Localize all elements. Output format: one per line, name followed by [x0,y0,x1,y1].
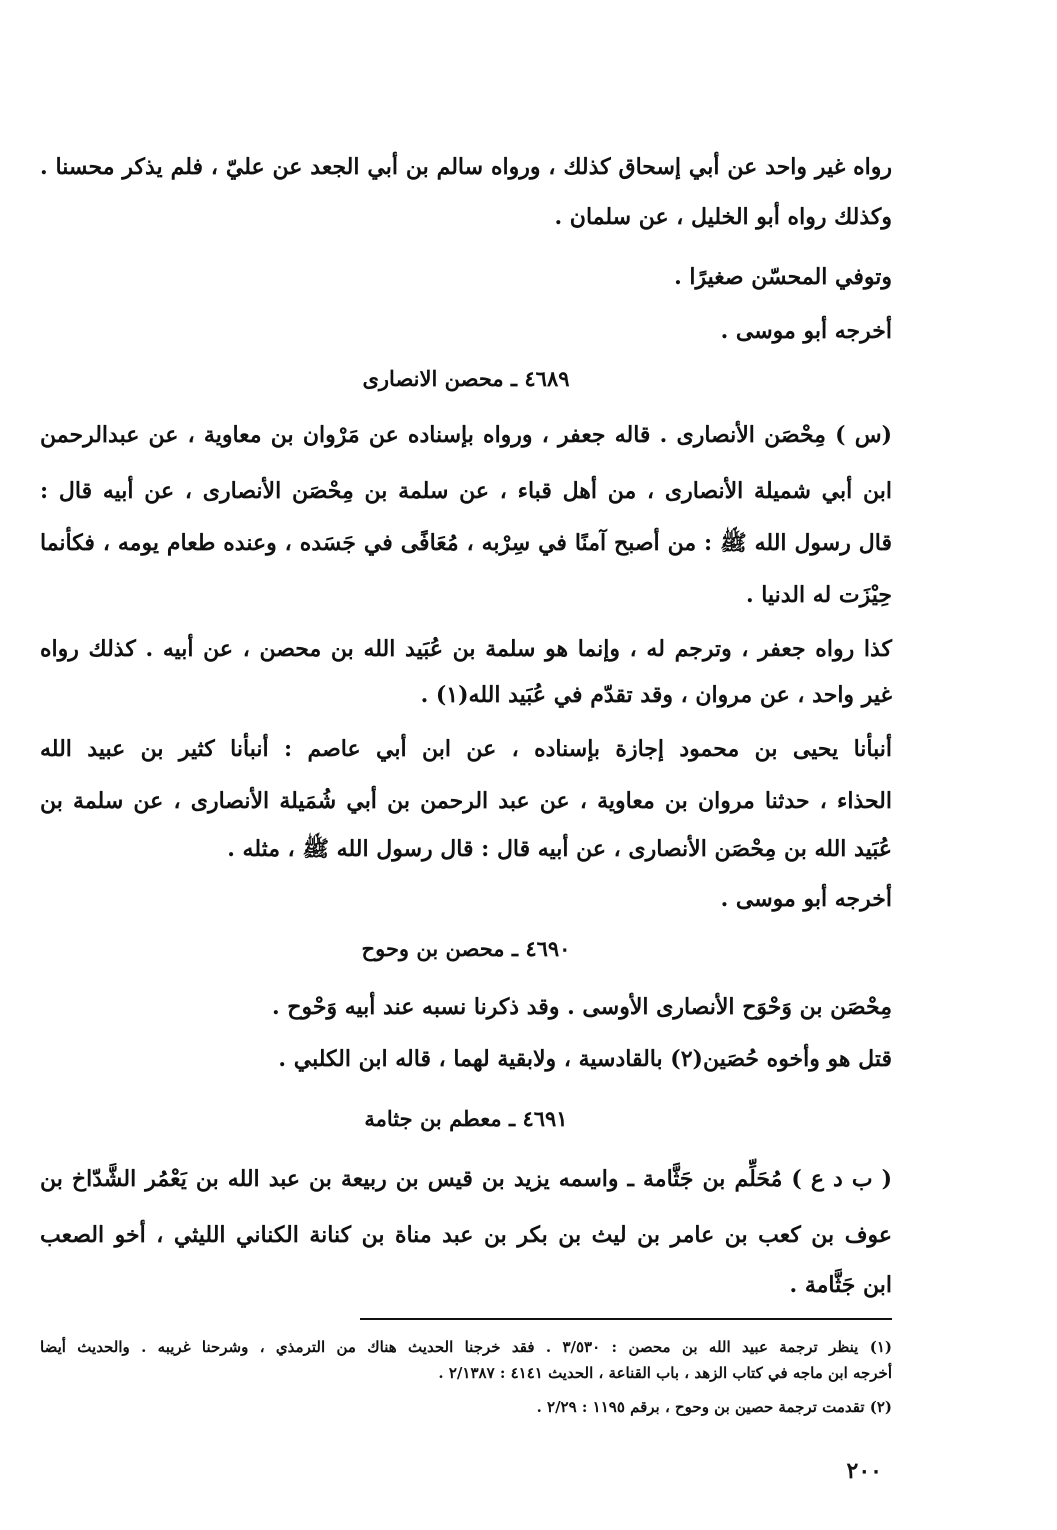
text-line: وتوفي المحسّن صغيرًا . [674,264,892,290]
footnote-1-line-2: أخرجه ابن ماجه في كتاب الزهد ، باب القناعة ، الحديث ٤١٤١ : ٢/١٣٨٧ . [438,1364,892,1382]
text-line: قتل هو وأخوه حُصَين(٢) بالقادسية ، ولابقية لهما ، قاله ابن الكلبي . [278,1046,892,1072]
text-line: الحذاء ، حدثنا مروان بن معاوية ، عن عبد الرحمن بن أبي شُمَيلة الأنصارى ، عن سلمة بن [40,788,892,814]
text-line: ( ب د ع ) مُحَلِّم بن جَثَّامة ـ واسمه يزيد بن قيس بن ربيعة بن عبد الله بن يَعْمُر الشَّدّاخ بن [40,1166,892,1192]
text-line: حِيْزَت له الدنيا . [745,582,892,608]
text-line: ابن جَثَّامة . [789,1272,892,1298]
entry-heading-4689: ٤٦٨٩ ـ محصن الانصارى [362,366,570,391]
text-line: مِحْصَن بن وَحْوَح الأنصارى الأوسى . وقد ذكرنا نسبه عند أبيه وَحْوح . [271,994,892,1020]
text-line: (س ) مِحْصَن الأنصارى . قاله جعفر ، ورواه بإسناده عن مَرْوان بن معاوية ، عن عبدالرحمن [40,422,892,448]
page-number: ٢٠٠ [846,1458,882,1484]
text-line: أخرجه أبو موسى . [720,318,892,344]
entry-heading-4691: ٤٦٩١ ـ معطم بن جثامة [364,1106,568,1131]
entry-heading-4690: ٤٦٩٠ ـ محصن بن وحوح [361,936,571,961]
text-line: وكذلك رواه أبو الخليل ، عن سلمان . [554,204,892,230]
text-line: عوف بن كعب بن عامر بن ليث بن بكر بن عبد مناة بن كنانة الكناني الليثي ، أخو الصعب [40,1222,892,1248]
text-line: كذا رواه جعفر ، وترجم له ، وإنما هو سلمة بن عُبَيد الله بن محصن ، عن أبيه . كذلك رواه [40,636,892,662]
footnote-divider [360,1318,892,1320]
text-line: رواه غير واحد عن أبي إسحاق كذلك ، ورواه سالم بن أبي الجعد عن عليّ ، فلم يذكر محسنا . [40,154,892,180]
text-line: غير واحد ، عن مروان ، وقد تقدّم في عُبَيد الله(١) . [420,682,892,708]
footnote-2: (٢) تقدمت ترجمة حصين بن وحوح ، برقم ١١٩٥ : ٢/٢٩ . [536,1398,892,1416]
text-line: عُبَيد الله بن مِحْصَن الأنصارى ، عن أبيه قال : قال رسول الله ﷺ ، مثله . [227,836,892,862]
text-line: أنبأنا يحيى بن محمود إجازة بإسناده ، عن ابن أبي عاصم : أنبأنا كثير بن عبيد الله [40,736,892,762]
footnote-1-line-1: (١) ينظر ترجمة عبيد الله بن محصن : ٣/٥٣٠ . فقد خرجنا الحديث هناك من الترمذي ، وشرحنا غريبه . والحديث أيضا [40,1338,892,1356]
text-line: ابن أبي شميلة الأنصارى ، من أهل قباء ، عن سلمة بن مِحْصَن الأنصارى ، عن أبيه قال : [40,478,892,504]
text-line: قال رسول الله ﷺ : من أصبح آمنًا في سِرْبه ، مُعَافًى في جَسَده ، وعنده طعام يومه ، فكأنما [40,530,892,556]
text-line: أخرجه أبو موسى . [720,886,892,912]
